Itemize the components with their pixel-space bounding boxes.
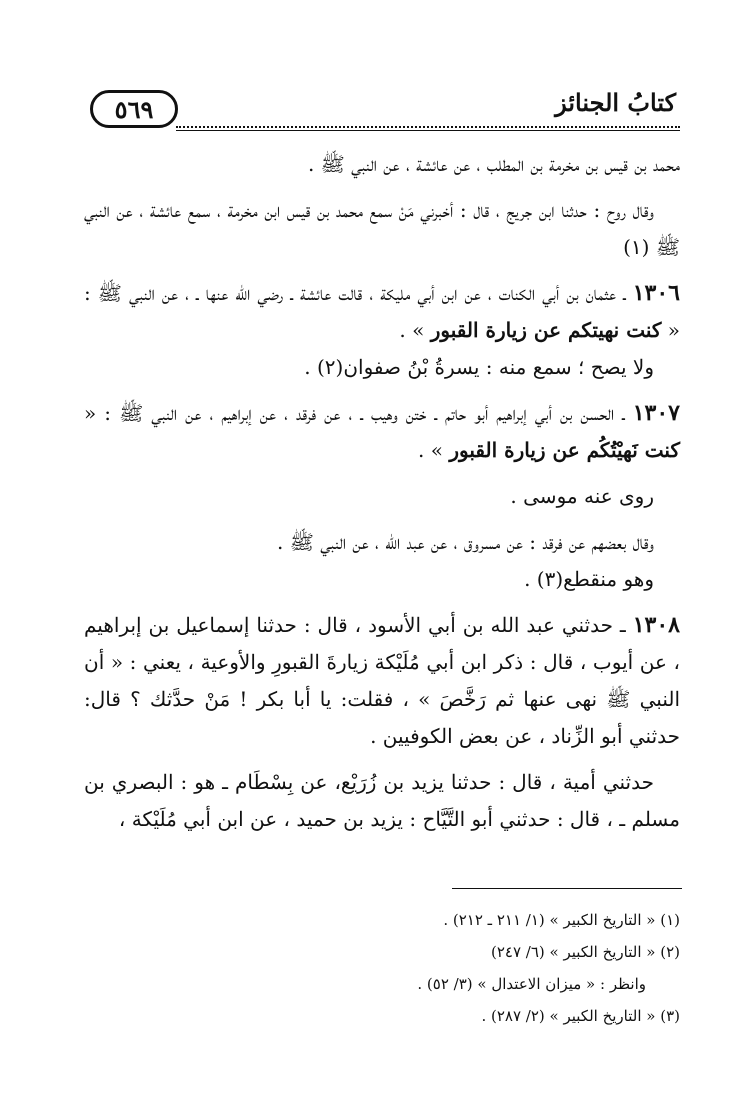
hadith-entry-1307 bbox=[84, 395, 680, 469]
hadith-entry-1306 bbox=[84, 275, 680, 349]
hadith-quote: كنت نَهيْتُكُم عن زيارة القبور bbox=[449, 438, 680, 462]
entry-number: ١٣٠٦ bbox=[632, 280, 680, 306]
entry-end: » . bbox=[418, 438, 450, 462]
page-header bbox=[84, 88, 680, 134]
hadith-entry-1308 bbox=[84, 607, 680, 755]
paragraph: ولا يصح ؛ سمع منه : يسرةُ بْنُ صفوان(٢) . bbox=[304, 355, 654, 379]
paragraph: محمد بن قيس بن مخرمة بن المطلب ، عن عائشة ، عن النبي ﷺ . bbox=[307, 152, 680, 176]
header-dotted-rule bbox=[176, 126, 680, 128]
footnote-2: (٢) « التاريخ الكبير » (٦/ ٢٤٧) bbox=[490, 943, 680, 961]
footnote-2-continued: وانظر : « ميزان الاعتدال » (٣/ ٥٢) . bbox=[417, 975, 646, 993]
main-text bbox=[84, 146, 680, 838]
entry-text: ـ حدثني عبد الله بن أبي الأسود ، قال : حدثنا إسماعيل بن إبراهيم ، عن أيوب ، قال : ذكر ابن أبي مُلَيْكة زيارةَ القبورِ والأوعية ، يعني : « أن النبي ﷺ نهى عنها ثم رَخَّصَ » ، فقلت: يا أبا بكر ! مَنْ حدَّثك ؟ قال: حدثني أبو الزِّناد ، عن بعض الكوفيين . bbox=[84, 613, 680, 748]
entry-number: ١٣٠٨ bbox=[632, 612, 680, 638]
footnote-3: (٣) « التاريخ الكبير » (٢/ ٢٨٧) . bbox=[481, 1007, 680, 1025]
footnote-1: (١) « التاريخ الكبير » (١/ ٢١١ ـ ٢١٢) . bbox=[443, 911, 680, 929]
entry-text: ـ الحسن بن أبي إبراهيم أبو حاتم ـ ختن وهيب ـ ، عن فرقد ، عن إبراهيم ، عن النبي ﷺ : « bbox=[84, 401, 633, 425]
chapter-title: كتابُ الجنائز bbox=[555, 88, 676, 117]
paragraph: وهو منقطع(٣) . bbox=[524, 567, 654, 591]
entry-text: ـ عثمان بن أبي الكنات ، عن ابن أبي مليكة ، قالت عائشة ـ رضي الله عنها ـ ، عن النبي ﷺ : « bbox=[84, 281, 680, 342]
footnotes bbox=[84, 904, 680, 1032]
paragraph: حدثني أمية ، قال : حدثنا يزيد بن زُرَيْع، عن بِسْطَام ـ هو : البصري بن مسلم ـ ، قال : حدثني أبو التَّيَّاح : يزيد بن حميد ، عن ابن أبي مُلَيْكة ، bbox=[84, 770, 680, 831]
paragraph: روى عنه موسى . bbox=[510, 484, 654, 508]
footnote-separator bbox=[452, 888, 682, 889]
header-rule bbox=[176, 130, 680, 131]
hadith-quote: كنت نهيتكم عن زيارة القبور bbox=[430, 318, 662, 342]
paragraph: وقال بعضهم عن فرقد : عن مسروق ، عن عبد الله ، عن النبي ﷺ . bbox=[277, 530, 654, 554]
entry-number: ١٣٠٧ bbox=[632, 400, 680, 426]
paragraph: وقال روح : حدثنا ابن جريج ، قال : أخبرني مَنْ سمع محمد بن قيس ابن مخرمة ، سمع عائشة ، عن النبي ﷺ (١) bbox=[84, 198, 680, 259]
page-number: ٥٦٩ bbox=[90, 90, 178, 128]
entry-end: » . bbox=[399, 318, 431, 342]
